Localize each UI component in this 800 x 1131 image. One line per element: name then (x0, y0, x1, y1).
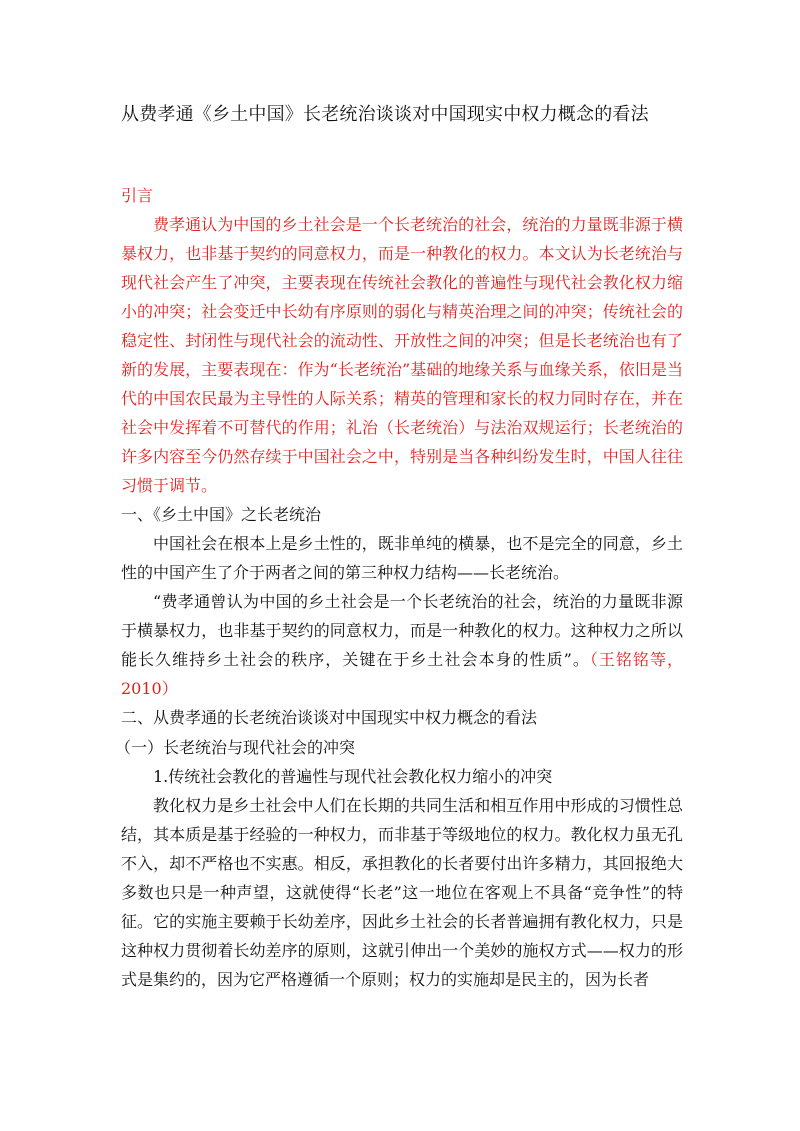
section-2-heading: 二、从费孝通的长老统治谈谈对中国现实中权力概念的看法 (121, 708, 538, 728)
section-1-quote: “费孝通曾认为中国的乡土社会是一个长老统治的社会，统治的力量既非源于横暴权力，也非基于契约的同意权力，而是一种教化的权力。这种权力之所以能长久维持乡土社会的秩序，关键在于乡土社会本身的性质”。 (121, 592, 683, 670)
document-title: 从费孝通《乡土中国》长老统治谈谈对中国现实中权力概念的看法 (121, 104, 649, 125)
citation: （王铭铭等，2010） (121, 650, 683, 699)
section-1-quote-paragraph (121, 587, 683, 703)
section-2-paragraph: 教化权力是乡土社会中人们在长期的共同生活和相互作用中形成的习惯性总结，其本质是基于经验的一种权力，而非基于等级地位的权力。教化权力虽无孔不入，却不严格也不实惠。相反，承担教化的长者要付出许多精力，其回报绝大多数也只是一种声望，这就使得“长老”这一地位在客观上不具备“竞争性”的特征。它的实施主要赖于长幼差序，因此乡土社会的长者普遍拥有教化权力，只是这种权力贯彻着长幼差序的原则，这就引伸出一个美妙的施权方式——权力的形式是集约的，因为它严格遵循一个原则；权力的实施却是民主的，因为长者 (121, 796, 683, 990)
intro-heading: 引言 (121, 186, 154, 205)
subsection-1-heading: （一）长老统治与现代社会的冲突 (115, 737, 356, 757)
section-1-paragraph: 中国社会在根本上是乡土性的，既非单纯的横暴，也不是完全的同意，乡土性的中国产生了介于两者之间的第三种权力结构——长老统治。 (121, 534, 683, 583)
point-1-heading: 1.传统社会教化的普遍性与现代社会教化权力缩小的冲突 (153, 766, 553, 786)
section-1-heading: 一、《乡土中国》之长老统治 (121, 505, 322, 525)
intro-paragraph: 费孝通认为中国的乡土社会是一个长老统治的社会，统治的力量既非源于横暴权力，也非基于契约的同意权力，而是一种教化的权力。本文认为长老统治与现代社会产生了冲突，主要表现在传统社会教化的普遍性与现代社会教化权力缩小的冲突；社会变迁中长幼有序原则的弱化与精英治理之间的冲突；传统社会的稳定性、封闭性与现代社会的流动性、开放性之间的冲突；但是长老统治也有了新的发展，主要表现在：作为“长老统治”基础的地缘关系与血缘关系，依旧是当代的中国农民最为主导性的人际关系；精英的管理和家长的权力同时存在，并在社会中发挥着不可替代的作用；礼治（长老统治）与法治双规运行；长老统治的许多内容至今仍然存续于中国社会之中，特别是当各种纠纷发生时，中国人往往习惯于调节。 (121, 215, 683, 496)
document-page (115, 100, 683, 994)
